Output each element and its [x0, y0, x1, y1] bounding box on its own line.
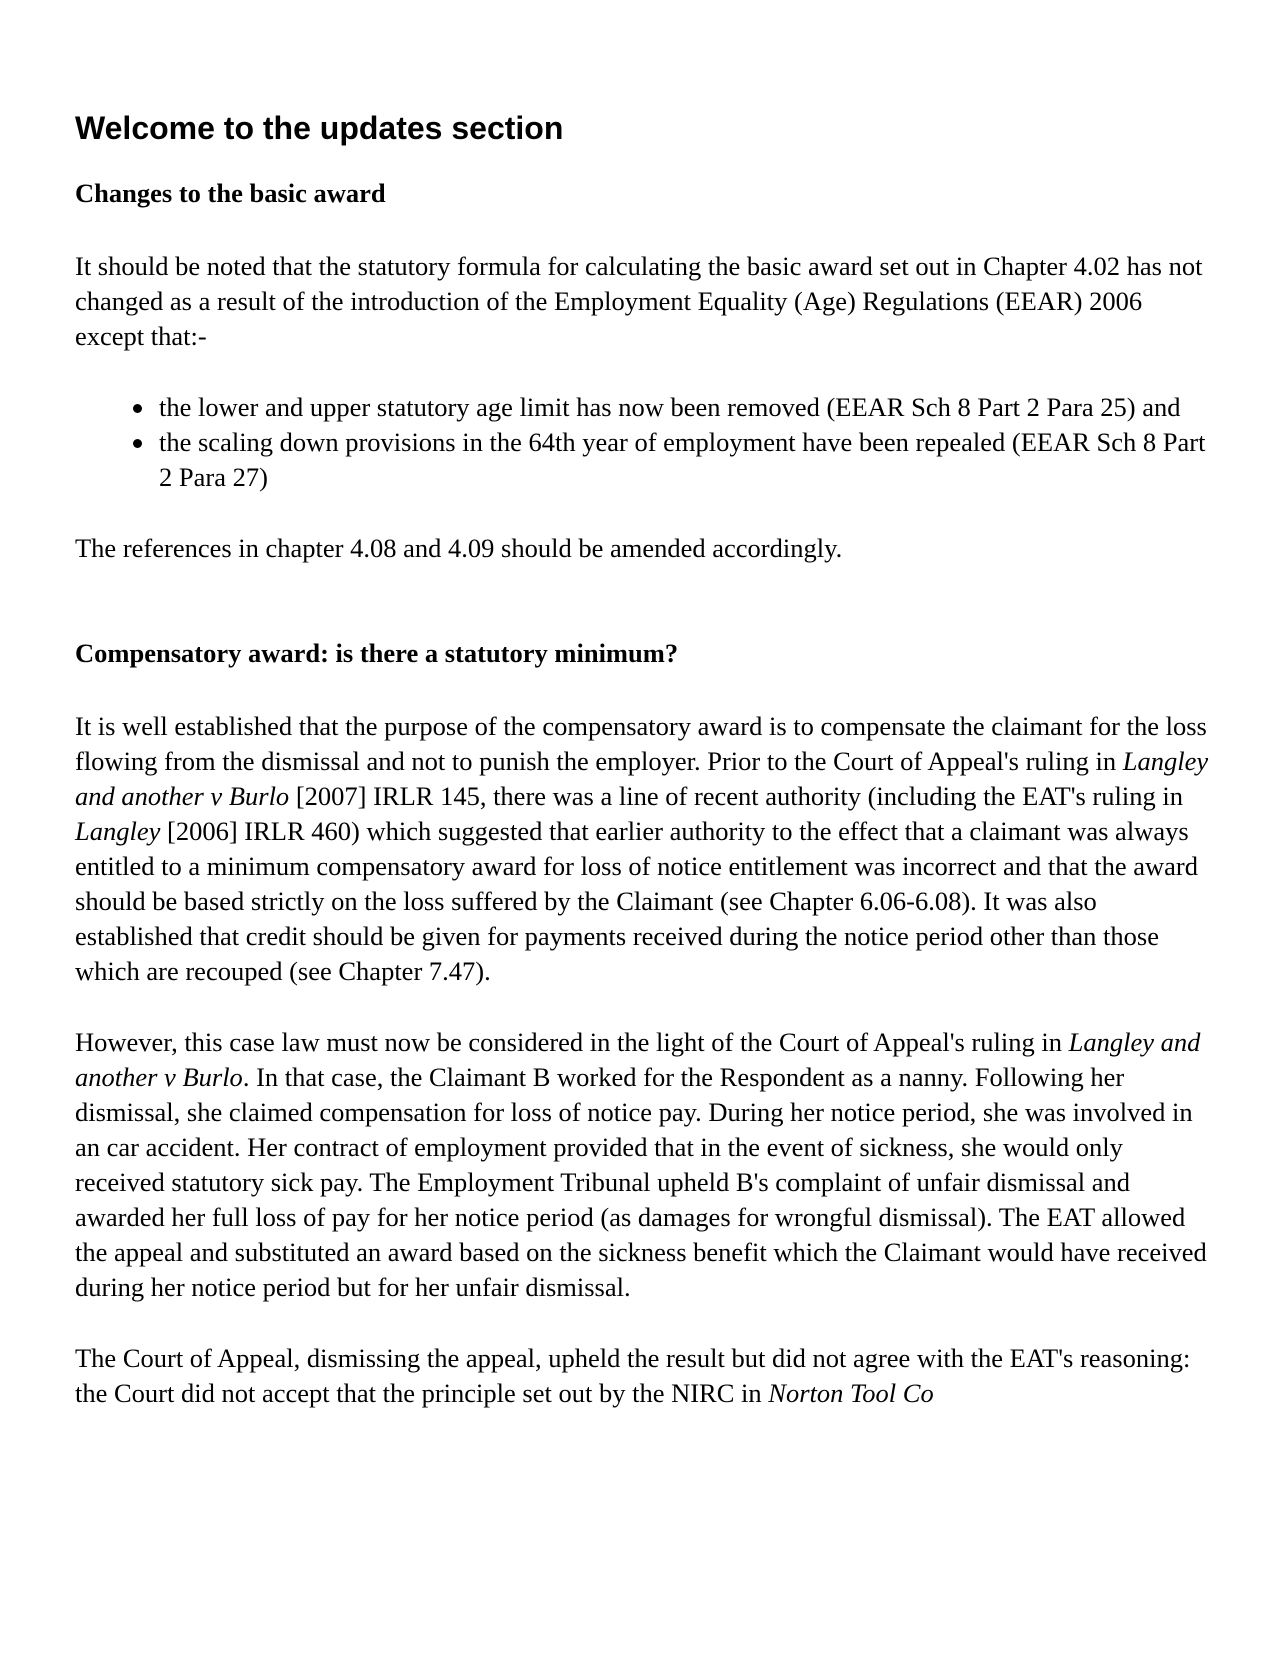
page-title: Welcome to the updates section [75, 110, 564, 146]
text-run: . In that case, the Claimant B worked for the Respondent as a nanny. Following her dismissal, she claimed compensation for loss of notice pay. During her notice period, she was involved in an car accident. Her contract of employment provided that in the event of sickness, she would only received statutory sick pay. The Employment Tribunal upheld B's complaint of unfair dismissal and awarded her full loss of pay for her notice period (as damages for wrongful dismissal). The EAT allowed the appeal and substituted an award based on the sickness benefit which the Claimant would have received during her notice period but for her unfair dismissal. [75, 1062, 1207, 1302]
text-run: [2007] IRLR 145, there was a line of recent authority (including the EAT's ruling in [289, 781, 1183, 811]
document-page [75, 108, 1210, 1447]
case-citation: Langley [75, 816, 161, 846]
text-run: It is well established that the purpose of the compensatory award is to compensate the claimant for the loss flowing from the dismissal and not to punish the employer. Prior to the Court of Appeal's ruling in [75, 711, 1207, 776]
basic-award-bullet-list [75, 390, 1210, 495]
list-item: the scaling down provisions in the 64th year of employment have been repealed (EEAR Sch 8 Part 2 Para 27) [159, 425, 1210, 495]
list-item: the lower and upper statutory age limit has now been removed (EEAR Sch 8 Part 2 Para 25) and [159, 390, 1210, 425]
text-run: [2006] IRLR 460) which suggested that earlier authority to the effect that a claimant was always entitled to a minimum compensatory award for loss of notice entitlement was incorrect and that the award should be based strictly on the loss suffered by the Claimant (see Chapter 6.06-6.08). It was also established that credit should be given for payments received during the notice period other than those which are recouped (see Chapter 7.47). [75, 816, 1198, 986]
section-title-compensatory-award: Compensatory award: is there a statutory minimum? [75, 638, 679, 668]
case-citation: Langley and another v Burlo [75, 746, 1209, 811]
compensatory-paragraph-3 [75, 1341, 1210, 1411]
case-citation: Langley and another v Burlo [75, 1027, 1201, 1092]
basic-award-closing: The references in chapter 4.08 and 4.09 should be amended accordingly. [75, 533, 843, 563]
text-run: The Court of Appeal, dismissing the appeal, upheld the result but did not agree with the EAT's reasoning: the Court did not accept that the principle set out by the NIRC in [75, 1343, 1191, 1408]
basic-award-intro: It should be noted that the statutory formula for calculating the basic award set out in Chapter 4.02 has not changed as a result of the introduction of the Employment Equality (Age) Regulations (EEAR) 2006 except that:- [75, 251, 1203, 351]
case-citation: Norton Tool Co [768, 1378, 934, 1408]
text-run: However, this case law must now be considered in the light of the Court of Appeal's ruling in [75, 1027, 1069, 1057]
compensatory-paragraph-2 [75, 1025, 1210, 1305]
section-title-basic-award: Changes to the basic award [75, 178, 386, 208]
compensatory-paragraph-1 [75, 709, 1210, 989]
